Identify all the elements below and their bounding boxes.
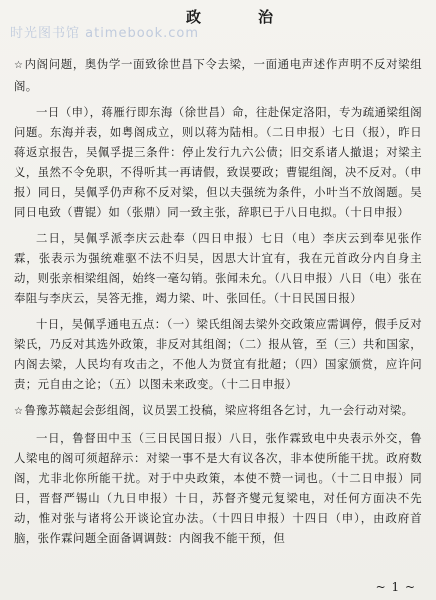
paragraph-text: 鲁豫苏赣起会彭组阁，议员罢工投稿，梁应将组各乞讨，九一会行动对梁。 (24, 403, 414, 417)
watermark-text: 时光图书馆 atimebook.com (10, 26, 200, 41)
header-right-char: 治 (258, 8, 276, 26)
star-bullet: ☆ (14, 60, 24, 71)
paragraph-4 (14, 314, 422, 394)
paragraph-text: 一日（申），蒋雁行即东海（徐世昌）命，往赴保定洛阳，专为疏通梁组阁问题。东海并表，如粤阁成立，则以蒋为陆相。（二日申报）七日（报），昨日蒋返京报告，吴佩孚提三条件：停止发行九六公债；旧交系诸人撤退；对梁主义，虽然不令免职，不得听其一再请假，致误要政；曹锟组阁，决不反对。（申报）同日，吴佩孚仍声称不反对梁，但以夫强统为条件，小叶当不放阁题。吴同日电致（曹锟）如（张鼎）同一致主张，辞职已于八日电拟。（十日申报） (14, 105, 422, 219)
paragraph-2 (14, 102, 422, 222)
paragraph-text: 一日，鲁督田中玉（三日民国日报）八日，张作霖致电中央表示外交，鲁人梁电的阁可须超辞示：对梁一事不是大有议各次，非本使所能干扰。政府数阁，尤非北你所能干扰。对于中央政策，本使不赞一词也。（十二日申报）同日，晋督严锡山（九日申报）十日，苏督齐燮元复梁电，对任何方面决不先动，惟对张与诸将公开谈论宜办法。（十四日申报）十四日（申），由政府首脑，张作霖问题全面备调调鼓：内阁我不能干预，但 (14, 431, 422, 545)
paragraph-text: 二日，吴佩孚派李庆云赴奉（四日申报）七日（电）李庆云到奉见张作霖，张表示为强统难驱不法不归吴，因思大计宜有，我在元首政分内自身主动，则张亲相梁组阁，始终一毫勾销。张闻未允。（八日申报）八日（电）张在奉阻与李庆云，吴答无推，竭力梁、叶、张回任。（十日民国日报） (14, 231, 422, 305)
star-bullet: ☆ (14, 406, 24, 417)
body-text (14, 54, 422, 554)
paragraph-3 (14, 228, 422, 308)
page-number: ~ 1 ~ (375, 580, 416, 594)
paragraph-text: 内阁问题，奥伪学一面致徐世昌下令去梁，一面通电声述作声明不反对梁组阁。 (14, 57, 422, 93)
header-left-char: 政 (186, 8, 204, 26)
paragraph-text: 十日，吴佩孚通电五点：（一）梁氏组阁去梁外交政策应需调停，假手反对梁氏，乃反对其选外政策，非反对其组阁；（二）报从管，至（三）共和国家，内阁去梁，人民均有攻击之，不他人为贤宜有批超；（四）国家颁赏，应许问责；元自由之论；（五）以图未来政变。（十二日申报） (14, 317, 422, 391)
paragraph-1 (14, 54, 422, 96)
paragraph-5 (14, 400, 422, 422)
paragraph-6 (14, 428, 422, 548)
